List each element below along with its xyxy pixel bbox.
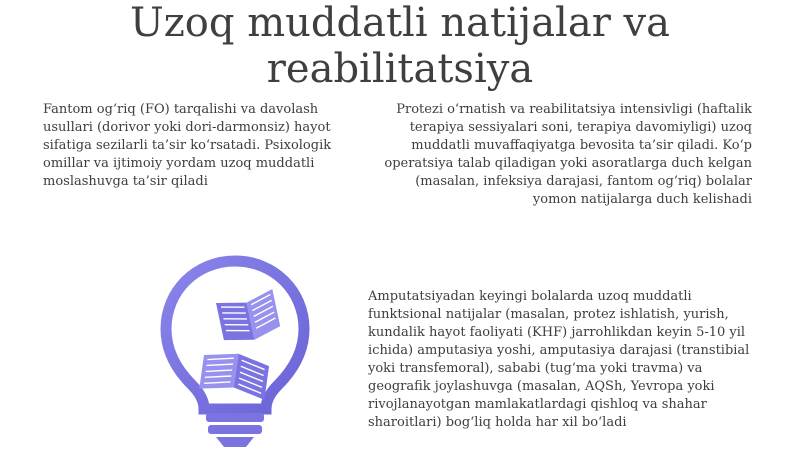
bulb-base-tip: [216, 437, 254, 447]
text-block-functional-outcomes: Amputatsiyadan keyingi bolalarda uzoq muddatli funktsional natijalar (masalan, protez ishlatish, yurish, kundalik hayot faoliyati (KHF) jarrohlikdan keyin 5-10 yil ichida) amputasiya yoshi, amputasiya darajasi (transtibial yoki transfemoral), sababi (tug‘ma yoki travma) va geografik joylashuvga (masalan, AQSh, Yevropa yoki rivojlanayotgan mamlakatlardagi qishloq va shahar sharoitlari) bog‘liq holda har xil bo‘ladi: [368, 289, 750, 430]
lightbulb-book-icon: [158, 255, 312, 449]
text-block-rehabilitation: Protezi o‘rnatish va reabilitatsiya intensivligi (haftalik terapiya sessiyalari soni, terapiya davomiyligi) uzoq muddatli muvaffaqiyatga bevosita ta’sir qiladi. Ko‘p operatsiya talab qiladigan yoki asoratlarga duch kelgan (masalan, infeksiya darajasi, fantom og‘riq) bolalar yomon natijalarga duch kelishadi: [384, 102, 752, 207]
slide-title: Uzoq muddatli natijalar va reabilitatsiya: [130, 0, 670, 92]
text-block-phantom-pain: Fantom og‘riq (FO) tarqalishi va davolash usullari (dorivor yoki dori-darmonsiz) hayot sifatiga sezilarli ta’sir ko‘rsatadi. Psixologik omillar va ijtimoiy yordam uzoq muddatli moslashuvga ta’sir qiladi: [43, 102, 332, 189]
bulb-base-band: [208, 425, 262, 434]
bulb-base-band: [206, 413, 264, 422]
